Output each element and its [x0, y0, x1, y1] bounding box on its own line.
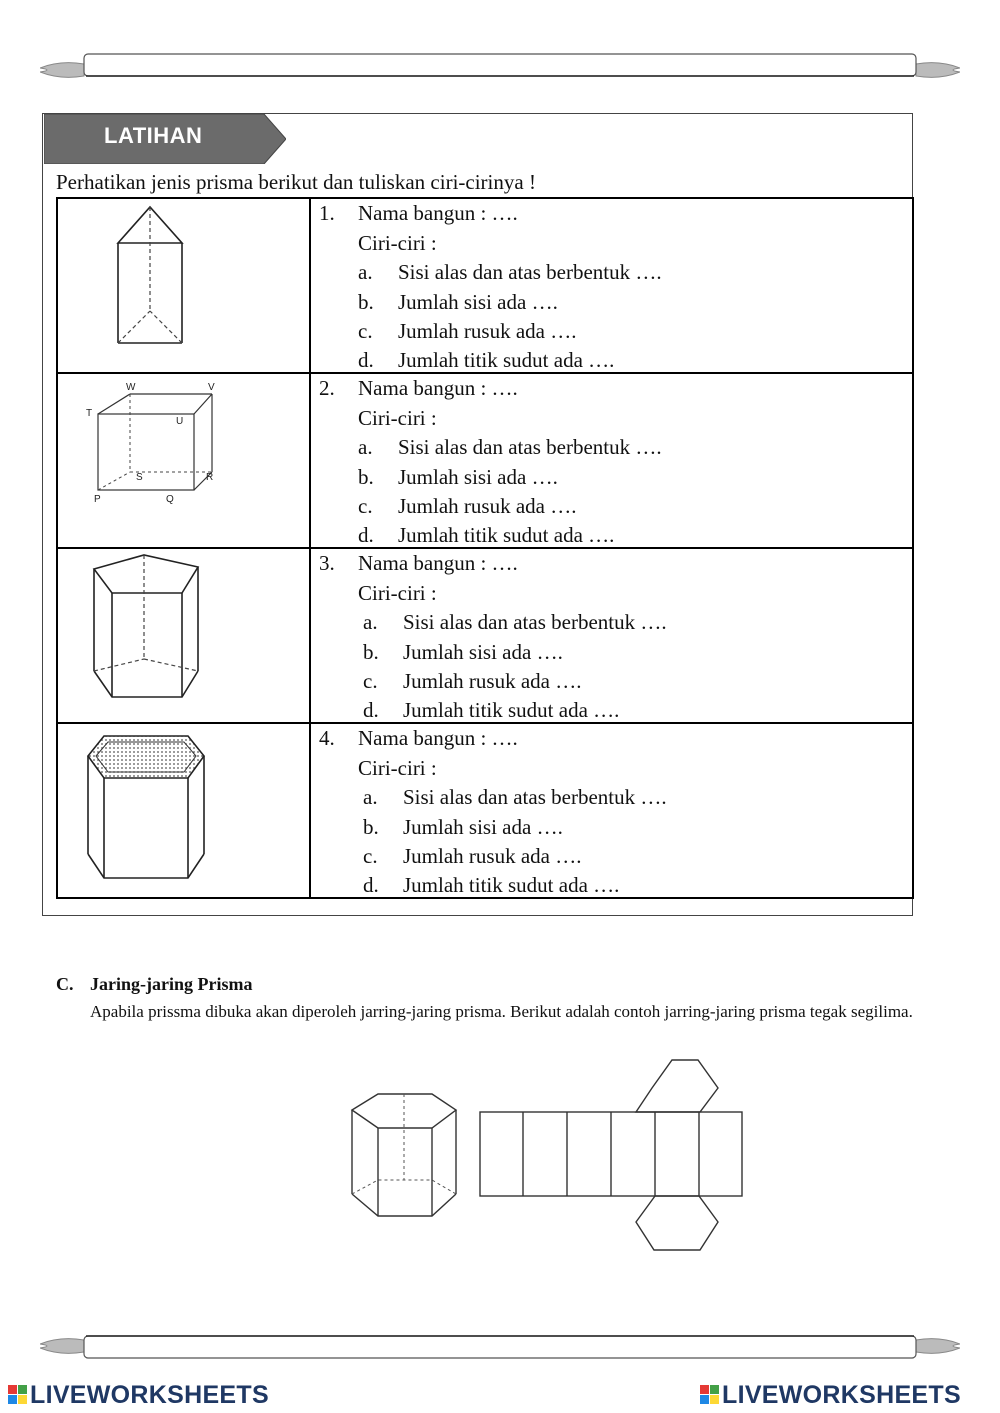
- list-item: d. Jumlah titik sudut ada ….: [358, 523, 615, 547]
- triangular-prism-figure: [108, 203, 248, 353]
- figure-cell: [57, 373, 310, 548]
- characteristics-label: Ciri-ciri :: [358, 581, 437, 605]
- section-c-paragraph: Apabila prissma dibuka akan diperoleh jarring-jaring prisma. Berikut adalah contoh jarring-jaring prisma tegak segilima.: [90, 1002, 913, 1021]
- question-number: 1.: [319, 201, 335, 225]
- cube-prism-figure: [84, 380, 234, 510]
- logo-grid-icon: [700, 1385, 720, 1405]
- figure-cell: [57, 198, 310, 373]
- table-row: [57, 198, 913, 373]
- list-item: c. Jumlah rusuk ada ….: [363, 669, 582, 693]
- shape-name-prompt: Nama bangun : ….: [358, 726, 518, 750]
- table-row: [57, 548, 913, 723]
- characteristics-label: Ciri-ciri :: [358, 756, 437, 780]
- vertex-label-r: R: [206, 472, 214, 483]
- list-item: d. Jumlah titik sudut ada ….: [363, 698, 620, 722]
- vertex-label-q: Q: [166, 494, 174, 505]
- logo-text: LIVEWORKSHEETS: [722, 1380, 961, 1409]
- instruction-text: Perhatikan jenis prisma berikut dan tuliskan ciri-cirinya !: [56, 170, 536, 194]
- vertex-label-s: S: [136, 472, 143, 483]
- question-number: 2.: [319, 376, 335, 400]
- list-item: b. Jumlah sisi ada ….: [363, 640, 563, 664]
- list-item: a. Sisi alas dan atas berbentuk ….: [363, 785, 667, 809]
- list-item: b. Jumlah sisi ada ….: [358, 290, 558, 314]
- logo-grid-icon: [8, 1385, 28, 1405]
- bottom-banner-ornament: [40, 1330, 960, 1370]
- characteristics-label: Ciri-ciri :: [358, 231, 437, 255]
- logo-text: LIVEWORKSHEETS: [30, 1380, 269, 1409]
- question-number: 4.: [319, 726, 335, 750]
- question-cell-1: [310, 198, 913, 373]
- table-row: [57, 373, 913, 548]
- prism-net-illustration: [474, 1054, 749, 1254]
- list-item: a. Sisi alas dan atas berbentuk ….: [358, 260, 662, 284]
- liveworksheets-logo-left[interactable]: [8, 1380, 269, 1410]
- question-cell-2: [310, 373, 913, 548]
- figure-cell: [57, 723, 310, 898]
- list-item: c. Jumlah rusuk ada ….: [363, 844, 582, 868]
- hexagonal-prism-illustration: [348, 1090, 463, 1222]
- question-cell-4: [310, 723, 913, 898]
- top-banner-ornament: [40, 50, 960, 90]
- list-item: d. Jumlah titik sudut ada ….: [358, 348, 615, 372]
- shape-name-prompt: Nama bangun : ….: [358, 551, 518, 575]
- vertex-label-t: T: [86, 408, 93, 419]
- question-table: [56, 197, 914, 899]
- vertex-label-w: W: [126, 382, 136, 393]
- shape-name-prompt: Nama bangun : ….: [358, 376, 518, 400]
- list-item: a. Sisi alas dan atas berbentuk ….: [363, 610, 667, 634]
- question-cell-3: [310, 548, 913, 723]
- vertex-label-v: V: [208, 382, 215, 393]
- shape-name-prompt: Nama bangun : ….: [358, 201, 518, 225]
- list-item: c. Jumlah rusuk ada ….: [358, 494, 577, 518]
- list-item: b. Jumlah sisi ada ….: [358, 465, 558, 489]
- list-item: c. Jumlah rusuk ada ….: [358, 319, 577, 343]
- question-number: 3.: [319, 551, 335, 575]
- list-item: d. Jumlah titik sudut ada ….: [363, 873, 620, 897]
- characteristics-label: Ciri-ciri :: [358, 406, 437, 430]
- section-c-heading: C. Jaring-jaring Prisma: [56, 974, 253, 994]
- table-row: [57, 723, 913, 898]
- figure-cell: [57, 548, 310, 723]
- latihan-label: LATIHAN: [104, 123, 203, 148]
- pentagonal-prism-figure: [88, 551, 218, 701]
- liveworksheets-logo-right[interactable]: [700, 1380, 961, 1410]
- vertex-label-u: U: [176, 416, 184, 427]
- list-item: b. Jumlah sisi ada ….: [363, 815, 563, 839]
- vertex-label-p: P: [94, 494, 101, 505]
- hexagonal-prism-figure: [84, 730, 214, 890]
- list-item: a. Sisi alas dan atas berbentuk ….: [358, 435, 662, 459]
